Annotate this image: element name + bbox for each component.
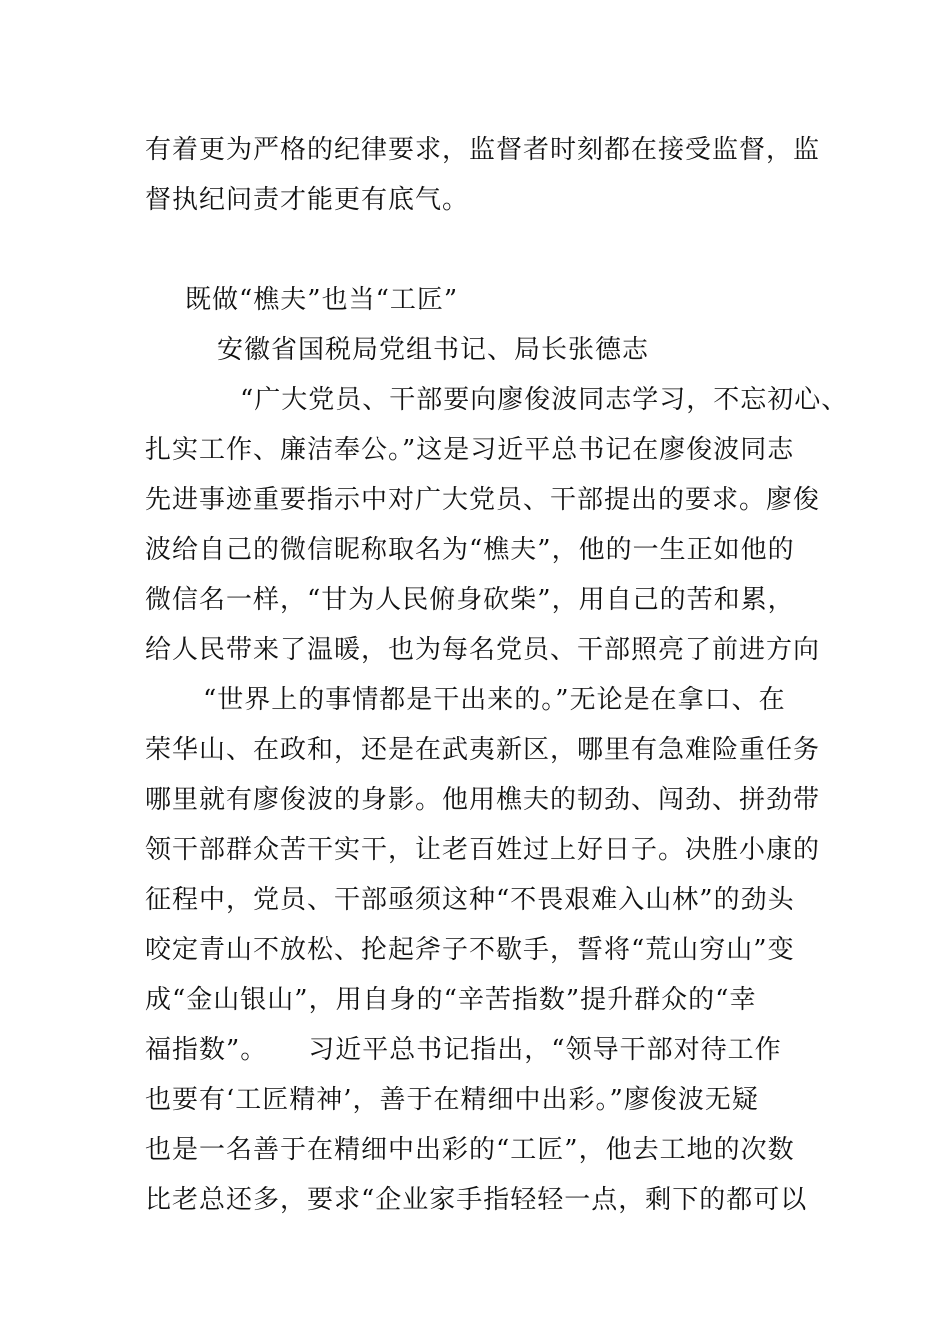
text-line-18: 福指数”。 习近平总书记指出，“领导干部对待工作 — [145, 1035, 782, 1065]
text-line-7: 先进事迹重要指示中对广大党员、干部提出的要求。廖俊 — [145, 485, 821, 515]
text-line-5: “广大党员、干部要向廖俊波同志学习，不忘初心、 — [240, 385, 849, 415]
text-line-8: 波给自己的微信昵称取名为“樵夫”，他的一生正如他的 — [145, 535, 795, 565]
text-line-20: 也是一名善于在精细中出彩的“工匠”，他去工地的次数 — [145, 1135, 795, 1165]
text-line-15: 征程中，党员、干部亟须这种“不畏艰难入山林”的劲头 — [145, 885, 795, 915]
text-line-19: 也要有‘工匠精神’，善于在精细中出彩。”廖俊波无疑 — [145, 1085, 759, 1115]
text-line-16: 咬定青山不放松、抡起斧子不歇手，誓将“荒山穷山”变 — [145, 935, 795, 965]
article-author: 安徽省国税局党组书记、局长张德志 — [217, 335, 650, 365]
text-line-11: “世界上的事情都是干出来的。”无论是在拿口、在 — [203, 685, 786, 715]
text-line-14: 领干部群众苦干实干，让老百姓过上好日子。决胜小康的 — [145, 835, 821, 865]
text-line-21: 比老总还多，要求“企业家手指轻轻一点，剩下的都可以 — [145, 1185, 808, 1215]
text-line-10: 给人民带来了温暖，也为每名党员、干部照亮了前进方向 — [145, 635, 821, 665]
article-title: 既做“樵夫”也当“工匠” — [185, 285, 459, 315]
text-line-9: 微信名一样，“甘为人民俯身砍柴”，用自己的苦和累， — [145, 585, 795, 615]
text-line-2: 督执纪问责才能更有底气。 — [145, 185, 470, 215]
text-line-1: 有着更为严格的纪律要求，监督者时刻都在接受监督，监 — [145, 135, 821, 165]
text-line-17: 成“金山银山”，用自身的“辛苦指数”提升群众的“幸 — [145, 985, 757, 1015]
text-line-12: 荣华山、在政和，还是在武夷新区，哪里有急难险重任务 — [145, 735, 821, 765]
text-line-13: 哪里就有廖俊波的身影。他用樵夫的韧劲、闯劲、拼劲带 — [145, 785, 821, 815]
text-line-6: 扎实工作、廉洁奉公。”这是习近平总书记在廖俊波同志 — [145, 435, 795, 465]
